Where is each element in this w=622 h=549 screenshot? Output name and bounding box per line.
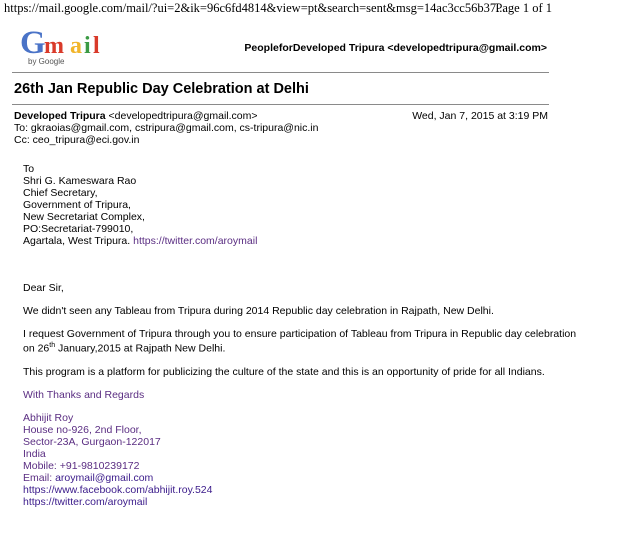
svg-text:m: m [44,33,64,59]
divider-top [12,72,549,73]
svg-text:a: a [70,33,82,59]
svg-text:by Google: by Google [28,57,65,66]
divider-subject [12,104,549,105]
message-body [23,163,583,508]
address-line: Chief Secretary, [23,187,98,199]
signature [23,412,583,508]
signature-line: India [23,447,46,460]
page-url: https://mail.google.com/mail/?ui=2&ik=96c6fd4814&view=pt&search=sent&msg=14ac3cc56b37... [4,1,506,15]
cc-recipients: Cc: ceo_tripura@eci.gov.in [14,134,140,146]
address-line-last: Agartala, West Tripura. https://twitter.com/aroymail [23,235,258,247]
closing: With Thanks and Regards [23,388,145,401]
account-header: PeopleforDeveloped Tripura <developedtripura@gmail.com> [244,42,547,54]
address-line: Shri G. Kameswara Rao [23,175,137,187]
address-block [23,163,583,247]
signature-line: House no-926, 2nd Floor, [23,423,142,436]
svg-text:l: l [93,33,100,59]
signature-line: Mobile: +91-9810239172 [23,459,140,472]
page-number: Page 1 of 1 [495,1,552,15]
facebook-link[interactable]: https://www.facebook.com/abhijit.roy.524 [23,483,213,496]
paragraph-1: We didn't seen any Tableau from Tripura during 2014 Republic day celebration in Rajpath, New Delhi. [23,305,494,317]
paragraph-2: I request Government of Tripura through you to ensure participation of Tableau from Tripura in Republic day celebration on 26th January,2015 at Rajpath New Delhi. [23,328,577,355]
address-line: PO:Secretariat-799010, [23,223,134,235]
svg-text:G: G [20,25,46,61]
address-line: New Secretariat Complex, [23,211,145,223]
svg-text:i: i [84,33,91,59]
paragraph-3: This program is a platform for publicizing the culture of the state and this is an opportunity of pride for all Indians. [23,365,545,378]
message-date: Wed, Jan 7, 2015 at 3:19 PM [412,110,548,122]
gmail-logo [18,23,118,69]
sender-email: <developedtripura@gmail.com> [108,110,258,122]
signature-email: Email: aroymail@gmail.com [23,471,154,484]
email-subject: 26th Jan Republic Day Celebration at Delhi [14,81,309,97]
signature-line: Abhijit Roy [23,411,74,424]
email-link[interactable]: aroymail@gmail.com [55,471,154,484]
address-line: Government of Tripura, [23,199,131,211]
greeting: Dear Sir, [23,282,64,294]
sender-line [14,110,258,122]
address-line: To [23,163,35,175]
signature-line: Sector-23A, Gurgaon-122017 [23,435,161,448]
twitter-link-address[interactable]: https://twitter.com/aroymail [133,235,258,247]
twitter-link[interactable]: https://twitter.com/aroymail [23,495,148,508]
sender-name: Developed Tripura [14,110,106,122]
to-recipients: To: gkraoias@gmail.com, cstripura@gmail.com, cs-tripura@nic.in [14,122,319,134]
